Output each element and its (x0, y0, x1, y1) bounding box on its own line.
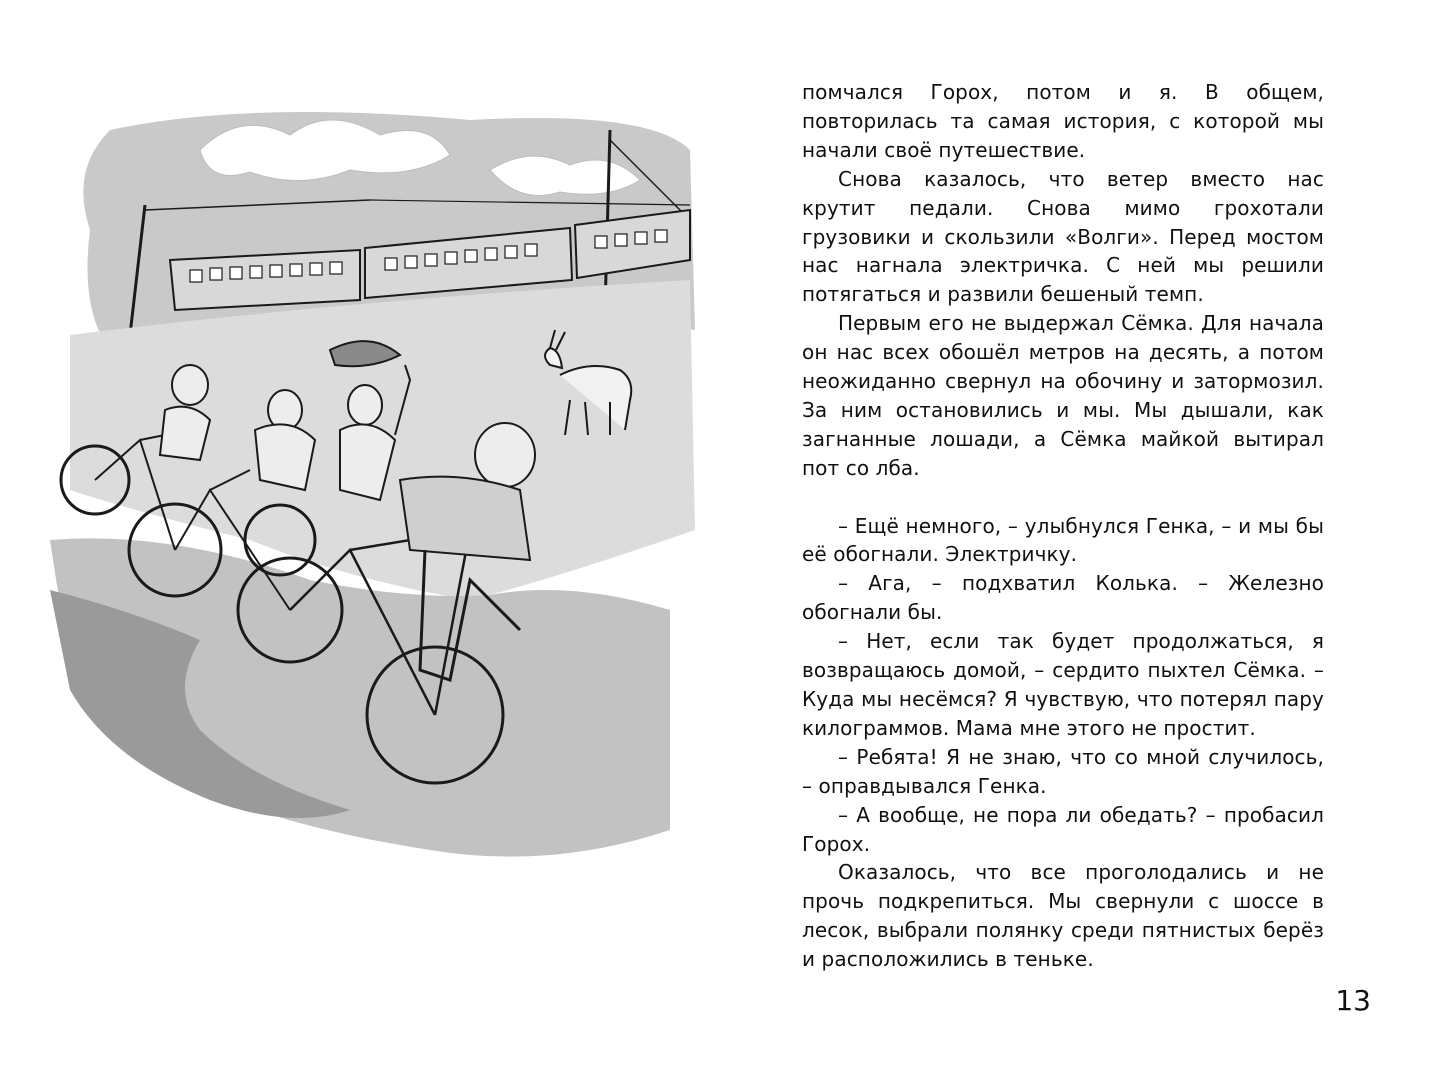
paragraph: помчался Горох, потом и я. В общем, повторилась та самая история, с которой мы начали своё путешествие. (802, 80, 1324, 162)
dialogue-line: – Ещё немного, – улыбнулся Генка, – и мы бы её обогнали. Электричку. (802, 513, 1324, 567)
dialogue-line: – Ага, – подхватил Колька. – Железно обогнали бы. (802, 571, 1324, 625)
dialogue-line: – Ребята! Я не знаю, что со мной случилось, – оправдывался Генка. (802, 744, 1324, 798)
illustration-drawing (50, 110, 700, 870)
paragraph: Оказалось, что все проголодались и не прочь подкрепиться. Мы свернули с шоссе в лесок, выбрали полянку среди пятнистых берёз и расположились в теньке. (802, 860, 1324, 972)
paragraph: Первым его не выдержал Сёмка. Для начала он нас всех обошёл метров на десять, а потом неожиданно свернул на обочину и затормозил. За ним остановились и мы. Мы дышали, как загнанные лошади, а Сёмка майкой вытирал пот со лба. (802, 311, 1324, 480)
illustration (50, 110, 700, 870)
dialogue-line: – Нет, если так будет продолжаться, я возвращаюсь домой, – сердито пыхтел Сёмка. – Куда мы несёмся? Я чувствую, что потерял пару килограммов. Мама мне этого не простит. (802, 629, 1324, 740)
page-number: 13 (1335, 984, 1371, 1017)
paragraph: Снова казалось, что ветер вместо нас крутит педали. Снова мимо грохотали грузовики и скользили «Волги». Перед мостом нас нагнала электричка. С ней мы решили потягаться и развили бешеный темп. (802, 166, 1324, 307)
body-text (802, 78, 1324, 974)
dialogue-line: – А вообще, не пора ли обедать? – пробасил Горох. (802, 802, 1324, 856)
